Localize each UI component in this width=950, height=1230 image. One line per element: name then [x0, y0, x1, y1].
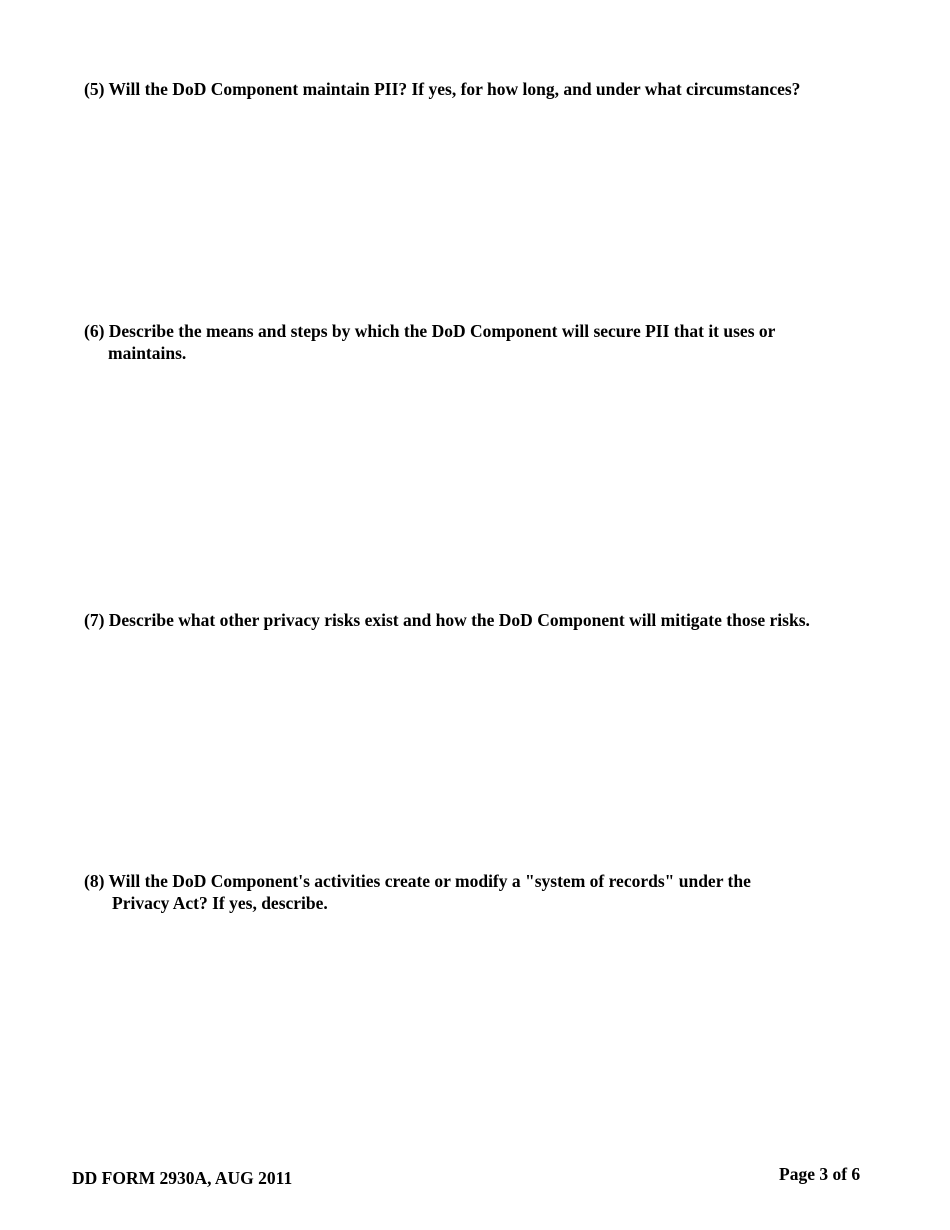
answer-field-8[interactable] [84, 920, 874, 1150]
page-number: Page 3 of 6 [779, 1164, 861, 1184]
form-identifier: DD FORM 2930A, AUG 2011 [72, 1168, 293, 1188]
answer-field-7[interactable] [84, 640, 874, 860]
question-6-text-line2: maintains. [108, 343, 187, 363]
answer-field-5[interactable] [84, 110, 874, 310]
question-7 [84, 609, 810, 631]
question-6-text-line1: (6) Describe the means and steps by which the DoD Component will secure PII that it uses or [84, 321, 776, 341]
question-5 [84, 78, 800, 100]
question-7-text: (7) Describe what other privacy risks exist and how the DoD Component will mitigate those risks. [84, 610, 810, 630]
question-5-text: (5) Will the DoD Component maintain PII? If yes, for how long, and under what circumstances? [84, 79, 801, 99]
question-8-text-line2: Privacy Act? If yes, describe. [112, 893, 328, 913]
question-8-text-line1: (8) Will the DoD Component's activities create or modify a "system of records" under the [84, 871, 751, 891]
answer-field-6[interactable] [84, 370, 874, 600]
question-6 [84, 320, 775, 364]
question-8 [84, 870, 751, 914]
